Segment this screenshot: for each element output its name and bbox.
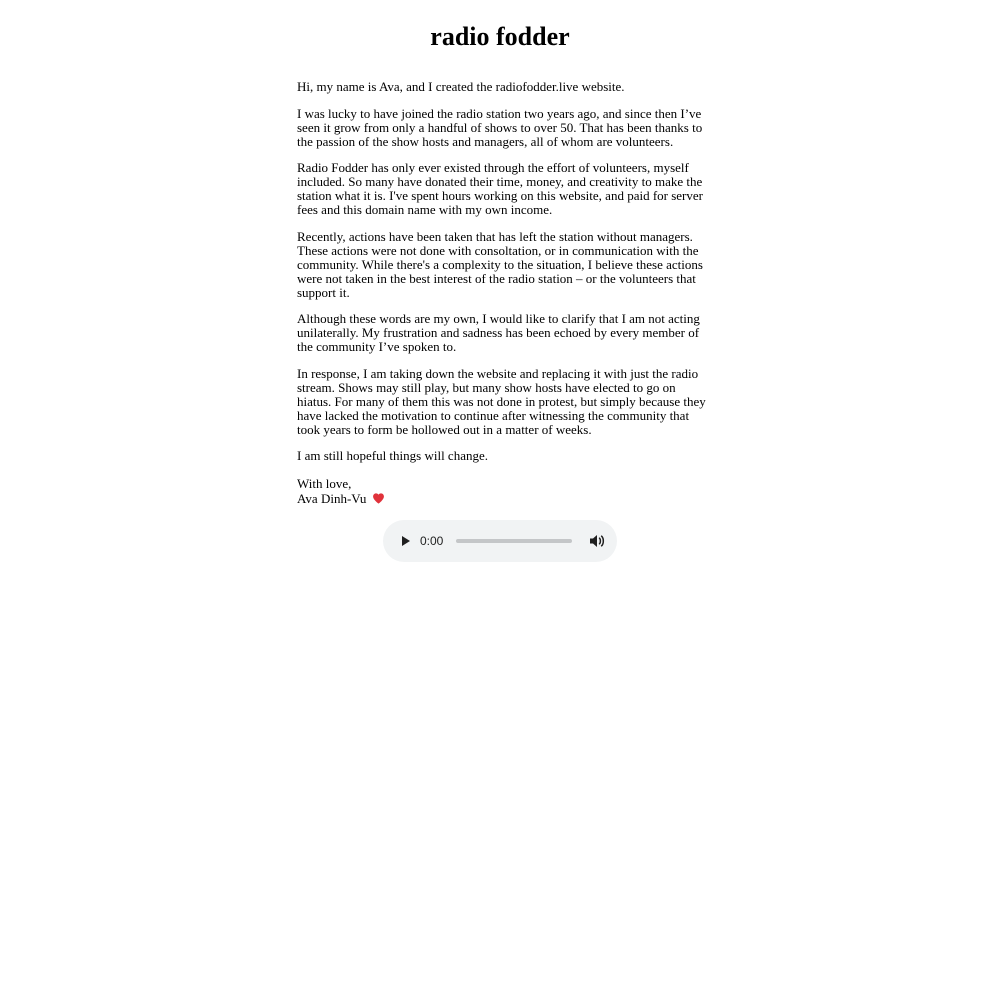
audio-progress-slider[interactable] <box>456 539 572 543</box>
letter-paragraph: Recently, actions have been taken that has left the station without managers. These actions were not done with consoltation, or in communication with the community. While there's a complexity to the situation, I believe these actions were not taken in the best interest of the radio station – or the volunteers that support it. <box>297 228 703 300</box>
letter-signature: Ava Dinh-Vu <box>297 491 367 506</box>
audio-current-time: 0:00 <box>420 534 444 548</box>
page-title: radio fodder <box>430 22 570 51</box>
letter-signature-line <box>297 491 707 507</box>
letter-paragraph: Radio Fodder has only ever existed through the effort of volunteers, myself included. So many have donated their time, money, and creativity to make the station what it is. I've spent hours working on this website, and paid for server fees and this domain name with my own income. <box>297 160 703 217</box>
letter-closing: With love, <box>297 475 352 491</box>
letter-body <box>297 80 707 507</box>
letter-paragraph: I was lucky to have joined the radio station two years ago, and since then I’ve seen it grow from only a handful of shows to over 50. That has been thanks to the passion of the show hosts and managers, all of whom are volunteers. <box>297 105 703 149</box>
letter-signoff <box>297 476 707 507</box>
audio-player[interactable] <box>383 520 617 562</box>
play-icon[interactable] <box>395 531 415 551</box>
heart-icon <box>372 492 385 505</box>
volume-icon[interactable] <box>587 531 607 551</box>
letter-paragraph: I am still hopeful things will change. <box>297 448 488 463</box>
letter-paragraph: In response, I am taking down the website and replacing it with just the radio stream. Shows may still play, but many show hosts have elected to go on hiatus. For many of them this was not done in protest, but simply because they have lacked the motivation to continue after witnessing the community that took years to form be hollowed out in a matter of weeks. <box>297 365 706 437</box>
letter-paragraph: Hi, my name is Ava, and I created the radiofodder.live website. <box>297 79 625 94</box>
letter-paragraph: Although these words are my own, I would like to clarify that I am not acting unilaterally. My frustration and sadness has been echoed by every member of the community I’ve spoken to. <box>297 311 700 354</box>
